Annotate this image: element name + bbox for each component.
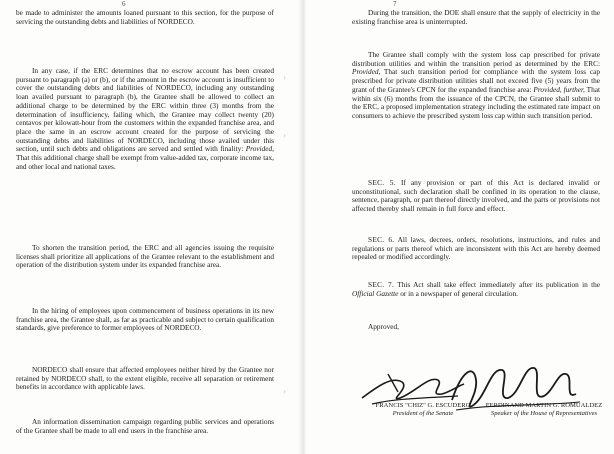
section-5 — [352, 179, 600, 214]
section-6 — [352, 236, 600, 262]
left-page — [0, 0, 300, 454]
margin-tick-icon: › — [283, 72, 286, 82]
signatory-name: FERDINAND MARTIN G. ROMUALDEZ — [485, 402, 603, 409]
section-7 — [352, 281, 600, 298]
proviso-label: Provided, — [245, 144, 274, 154]
page-number: 7 — [393, 0, 397, 8]
proviso-label: Provided, further, — [533, 84, 585, 94]
paragraph-body: The Grantee shall comply with the system loss cap prescribed for private distribution utilities and within the transition period as determined by the ERC: — [352, 50, 600, 68]
signatory-title: Speaker of the House of Representatives — [490, 410, 598, 417]
gazette-name: Official Gazette — [352, 288, 399, 298]
section-label: SEC. 7. — [368, 280, 395, 289]
page-number: 6 — [122, 0, 126, 8]
paragraph: During the transition, the DOE shall ensure that the supply of electricity in the existing franchise area is uninterrupted. — [352, 8, 600, 26]
paragraph-body: That such transition period for compliance with the system loss cap prescribed for private distribution utilities shall not exceed five (5) years from the grant of the Grantee's CPCN for the expanded franchise area: — [352, 67, 600, 94]
signatory-title: President of the Senate — [392, 410, 454, 417]
paragraph — [352, 51, 600, 121]
margin-tick-icon: › — [283, 130, 286, 140]
section-text: This Act shall take effect immediately after its publication in the — [397, 280, 601, 289]
paragraph: In the hiring of employees upon commencement of business operations in its new franchise area, the Grantee shall, as far as practicable and subject to certain qualification standards, give preference to former employees of NORDECO. — [16, 306, 274, 333]
section-label: SEC. 5. — [368, 178, 396, 187]
paragraph — [16, 67, 274, 171]
margin-tick-icon: › — [283, 386, 286, 396]
section-text: If any provision or part of this Act is declared invalid or unconstitutional, such declaration shall be confined in its operation to the clause, sentence, paragraph, or part thereof directly involved, and the parts or provisions not affected thereby shall remain in full force and effect. — [352, 178, 600, 214]
section-text: or in a newspaper of general circulation. — [400, 288, 518, 298]
approved-label: Approved, — [368, 322, 400, 331]
proviso-label: Provided, — [352, 67, 381, 77]
signatory-house — [474, 402, 614, 418]
signatory-name: FRANCIS "CHIZ" G. ESCUDERO — [375, 402, 471, 409]
paragraph: An information dissemination campaign regarding public services and operations of the Grantee shall be made to all end users in the franchise area. — [16, 417, 274, 435]
paragraph-body: In any case, if the ERC determines that no escrow account has been created pursuant to paragraph (a) or (b), or if the amount in the escrow account is insufficient to cover the outstanding debts and liabilities of NORDECO, including any outstanding loan availed pursuant to paragraph (b), the Grantee shall be allowed to collect an additional charge to be determined by the ERC within three (3) months from the determination of insufficiency, failing which, the Grantee may collect twenty (20) centavos per kilowatt-hour from the customers within the expanded franchise area, and place the same in an escrow account created for the purpose of servicing the outstanding debts and liabilities of NORDECO, including those availed under this section, until such debts and obligations are served and settled with finality: — [16, 66, 274, 154]
paragraph: NORDECO shall ensure that affected employees neither hired by the Grantee nor retained by NORDECO shall, to the extent eligible, receive all separation or retirement benefits in accordance with applicable laws. — [16, 365, 274, 392]
section-label: SEC. 6. — [368, 235, 395, 244]
section-text: All laws, decrees, orders, resolutions, instructions, and rules and regulations or parts thereof which are inconsistent with this Act are hereby deemed repealed or modified accordingly. — [352, 235, 600, 262]
paragraph-body: That within six (6) months from the issuance of the CPCN, the Grantee shall submit to the ERC, a proposed implementation strategy including the estimated rate impact on consumers to achieve the prescribed system loss cap within such transition period. — [352, 84, 600, 120]
proviso-text: That this additional charge shall be exempt from value-added tax, corporate income tax, and other local and national taxes. — [16, 153, 274, 171]
paragraph: To shorten the transition period, the ERC and all agencies issuing the requisite licenses shall prioritize all applications of the Grantee relevant to the establishment and operation of the distribution system under its expanded franchise area. — [16, 243, 274, 270]
signatory-senate — [352, 402, 494, 418]
right-page — [306, 0, 614, 454]
paragraph: be made to administer the amounts loaned pursuant to this section, for the purpose of servicing the outstanding debts and liabilities of NORDECO. — [16, 8, 274, 26]
